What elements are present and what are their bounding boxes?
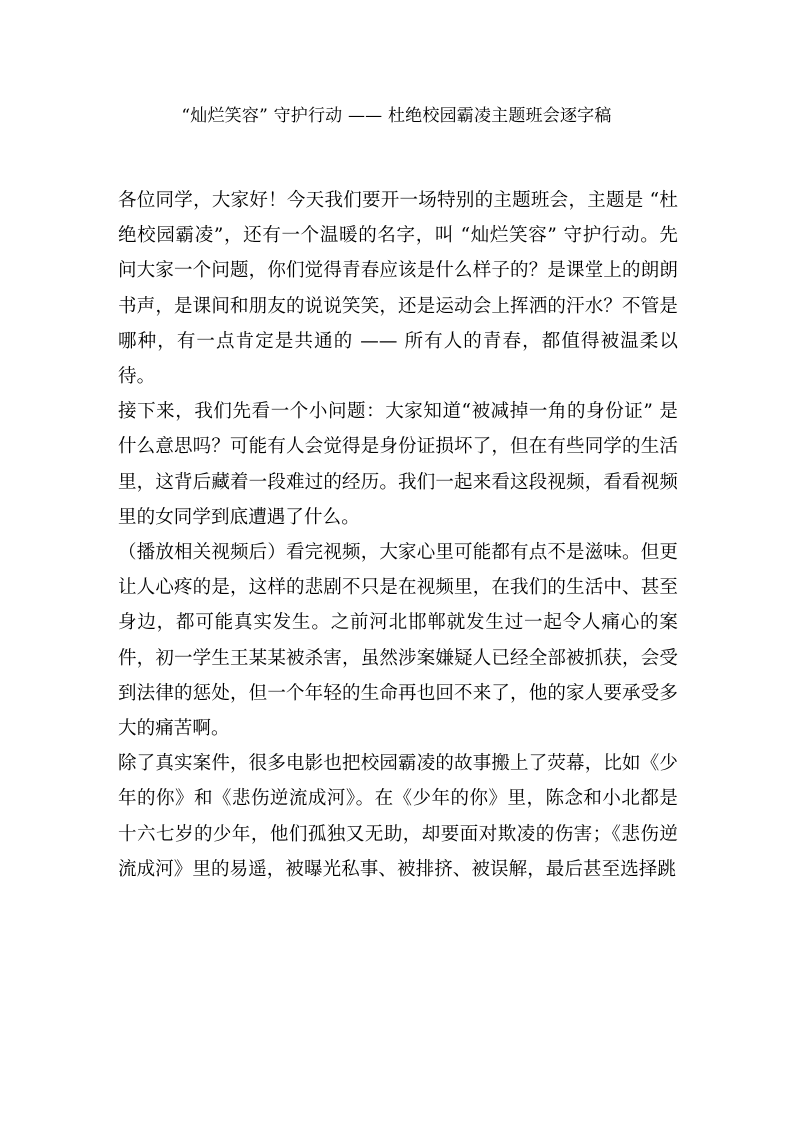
paragraph: 各位同学，大家好！今天我们要开一场特别的主题班会，主题是 “杜绝校园霸凌”，还有一个温暖的名字，叫 “灿烂笑容” 守护行动。先问大家一个问题，你们觉得青春应该是什么样子的？是课堂上的朗朗书声，是课间和朋友的说说笑笑，还是运动会上挥洒的汗水？不管是哪种，有一点肯定是共通的 —— 所有人的青春，都值得被温柔以待。 bbox=[118, 190, 678, 388]
paragraph: （播放相关视频后）看完视频，大家心里可能都有点不是滋味。但更让人心疼的是，这样的悲剧不只是在视频里，在我们的生活中、甚至身边，都可能真实发生。之前河北邯郸就发生过一起令人痛心的案件，初一学生王某某被杀害，虽然涉案嫌疑人已经全部被抓获，会受到法律的惩处，但一个年轻的生命再也回不来了，他的家人要承受多大的痛苦啊。 bbox=[118, 542, 678, 740]
paragraph: 除了真实案件，很多电影也把校园霸凌的故事搬上了荧幕，比如《少年的你》和《悲伤逆流成河》。在《少年的你》里，陈念和小北都是十六七岁的少年，他们孤独又无助，却要面对欺凌的伤害；《悲伤逆流成河》里的易遥，被曝光私事、被排挤、被误解，最后甚至选择跳 bbox=[118, 753, 678, 880]
paragraph: 接下来，我们先看一个小问题：大家知道“被减掉一角的身份证” 是什么意思吗？可能有人会觉得是身份证损坏了，但在有些同学的生活里，这背后藏着一段难过的经历。我们一起来看这段视频，看看视频里的女同学到底遭遇了什么。 bbox=[118, 401, 678, 528]
document-body bbox=[118, 183, 678, 887]
document-title: “灿烂笑容” 守护行动 —— 杜绝校园霸凌主题班会逐字稿 bbox=[181, 106, 612, 126]
